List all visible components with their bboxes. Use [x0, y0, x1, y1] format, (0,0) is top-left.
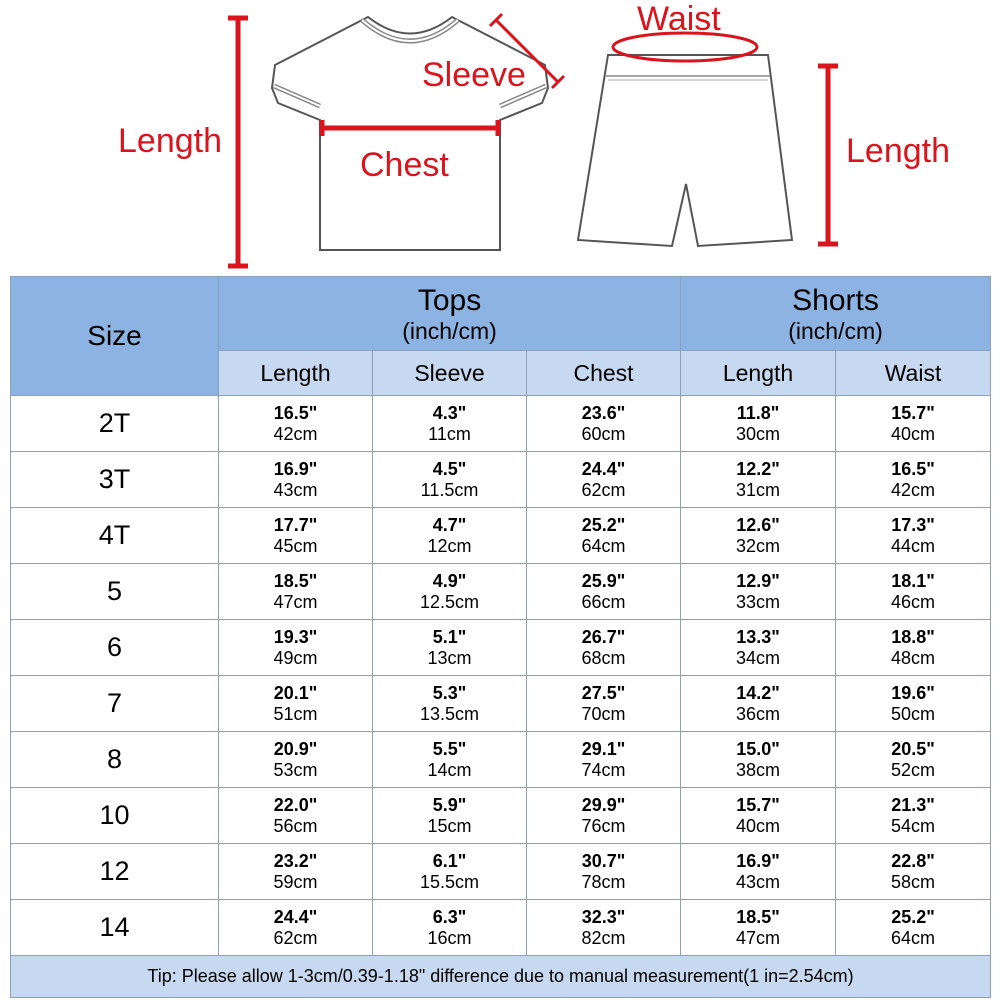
cm-value: 46cm [891, 591, 936, 612]
tops-chest-cell [527, 788, 681, 844]
inch-value: 18.5" [273, 570, 318, 591]
cm-value: 31cm [736, 479, 781, 500]
size-header: Size [11, 277, 219, 396]
size-cell: 10 [11, 788, 219, 844]
cm-value: 70cm [581, 703, 626, 724]
shorts-waist-cell [836, 396, 991, 452]
tops-length-cell [219, 676, 373, 732]
table-row [11, 508, 991, 564]
shorts-waist-cell [836, 788, 991, 844]
inch-value: 4.7" [432, 514, 467, 535]
tops-chest-cell [527, 508, 681, 564]
inch-value: 15.7" [891, 402, 935, 423]
inch-value: 25.2" [581, 514, 626, 535]
shorts-waist-cell [836, 732, 991, 788]
cm-value: 33cm [736, 591, 781, 612]
tops-length-cell [219, 508, 373, 564]
tops-chest-cell [527, 676, 681, 732]
inch-value: 12.2" [736, 458, 780, 479]
tops-sleeve-cell [373, 396, 527, 452]
tops-length-cell [219, 788, 373, 844]
cm-value: 16cm [427, 927, 472, 948]
measurement-tip: Tip: Please allow 1-3cm/0.39-1.18" difference due to manual measurement(1 in=2.54cm) [11, 956, 991, 998]
cm-value: 36cm [736, 703, 781, 724]
inch-value: 6.3" [432, 906, 467, 927]
size-cell: 8 [11, 732, 219, 788]
shorts-length-cell [681, 900, 836, 956]
tops-chest-label: Chest [360, 146, 449, 184]
cm-value: 11.5cm [420, 479, 479, 500]
inch-value: 17.3" [891, 514, 935, 535]
tops-chest-cell [527, 620, 681, 676]
cm-value: 40cm [891, 423, 936, 444]
cm-value: 12.5cm [419, 591, 480, 612]
cm-value: 78cm [581, 871, 626, 892]
column-header-tops-length: Length [219, 351, 373, 396]
shorts-length-label: Length [846, 132, 950, 170]
shorts-waist-cell [836, 620, 991, 676]
shorts-waist-cell [836, 676, 991, 732]
size-cell: 3T [11, 452, 219, 508]
cm-value: 34cm [736, 647, 781, 668]
tops-length-cell [219, 564, 373, 620]
size-cell: 12 [11, 844, 219, 900]
table-row [11, 564, 991, 620]
inch-value: 20.5" [891, 738, 935, 759]
shorts-waist-cell [836, 508, 991, 564]
inch-value: 29.1" [581, 738, 626, 759]
column-header-tops-sleeve: Sleeve [373, 351, 527, 396]
shorts-waist-cell [836, 900, 991, 956]
cm-value: 15cm [427, 815, 472, 836]
tops-sleeve-cell [373, 788, 527, 844]
inch-value: 32.3" [581, 906, 626, 927]
inch-value: 4.5" [432, 458, 467, 479]
inch-value: 11.8" [736, 402, 780, 423]
tops-sleeve-cell [373, 620, 527, 676]
table-row [11, 732, 991, 788]
tops-chest-cell [527, 732, 681, 788]
tops-length-label: Length [118, 122, 222, 160]
inch-value: 6.1" [432, 850, 467, 871]
size-cell: 4T [11, 508, 219, 564]
tops-sleeve-cell [373, 732, 527, 788]
tops-sleeve-cell [373, 676, 527, 732]
shorts-length-cell [681, 452, 836, 508]
inch-value: 5.3" [432, 682, 467, 703]
tops-length-cell [219, 732, 373, 788]
column-header-tops-chest: Chest [527, 351, 681, 396]
inch-value: 18.5" [736, 906, 780, 927]
size-cell: 6 [11, 620, 219, 676]
measurement-diagram [0, 0, 1000, 275]
inch-value: 19.3" [273, 626, 318, 647]
size-chart-table [10, 276, 991, 998]
tops-length-cell [219, 396, 373, 452]
tops-sleeve-cell [373, 900, 527, 956]
cm-value: 47cm [273, 591, 318, 612]
inch-value: 18.8" [891, 626, 935, 647]
cm-value: 58cm [891, 871, 936, 892]
cm-value: 68cm [581, 647, 626, 668]
shorts-group-title: Shorts [792, 283, 879, 317]
size-cell: 2T [11, 396, 219, 452]
cm-value: 82cm [581, 927, 626, 948]
cm-value: 44cm [891, 535, 936, 556]
tops-chest-cell [527, 564, 681, 620]
inch-value: 5.5" [432, 738, 467, 759]
tops-chest-cell [527, 452, 681, 508]
size-cell: 14 [11, 900, 219, 956]
size-cell: 7 [11, 676, 219, 732]
shorts-length-cell [681, 788, 836, 844]
cm-value: 53cm [273, 759, 318, 780]
inch-value: 21.3" [891, 794, 935, 815]
inch-value: 29.9" [581, 794, 626, 815]
shorts-length-cell [681, 844, 836, 900]
cm-value: 52cm [891, 759, 936, 780]
shorts-group-unit: (inch/cm) [788, 317, 883, 344]
tops-length-cell [219, 620, 373, 676]
column-header-shorts-length: Length [681, 351, 836, 396]
shorts-length-marker [818, 66, 838, 244]
tops-length-cell [219, 844, 373, 900]
inch-value: 18.1" [891, 570, 935, 591]
inch-value: 14.2" [736, 682, 780, 703]
inch-value: 16.9" [736, 850, 780, 871]
tops-group-title: Tops [417, 283, 482, 317]
inch-value: 19.6" [891, 682, 935, 703]
tops-group-unit: (inch/cm) [402, 317, 497, 344]
column-header-shorts-waist: Waist [836, 351, 991, 396]
table-row [11, 396, 991, 452]
shorts-length-cell [681, 396, 836, 452]
inch-value: 15.7" [736, 794, 780, 815]
inch-value: 12.6" [736, 514, 780, 535]
tops-sleeve-cell [373, 564, 527, 620]
inch-value: 17.7" [273, 514, 318, 535]
table-row [11, 676, 991, 732]
table-row [11, 900, 991, 956]
table-row [11, 452, 991, 508]
inch-value: 4.3" [432, 402, 467, 423]
cm-value: 14cm [427, 759, 472, 780]
cm-value: 64cm [581, 535, 626, 556]
tshirt-illustration [272, 17, 548, 250]
shorts-waist-cell [836, 564, 991, 620]
inch-value: 20.1" [273, 682, 318, 703]
shorts-length-cell [681, 676, 836, 732]
cm-value: 13.5cm [419, 703, 480, 724]
table-row [11, 620, 991, 676]
cm-value: 50cm [891, 703, 936, 724]
inch-value: 5.1" [432, 626, 467, 647]
cm-value: 48cm [891, 647, 936, 668]
shorts-length-cell [681, 564, 836, 620]
tops-length-marker [228, 18, 248, 266]
inch-value: 4.9" [432, 570, 467, 591]
inch-value: 16.5" [891, 458, 935, 479]
shorts-waist-cell [836, 844, 991, 900]
inch-value: 5.9" [432, 794, 467, 815]
shorts-illustration [578, 55, 792, 246]
inch-value: 23.6" [581, 402, 626, 423]
inch-value: 24.4" [273, 906, 318, 927]
cm-value: 76cm [581, 815, 626, 836]
cm-value: 60cm [581, 423, 626, 444]
cm-value: 12cm [427, 535, 472, 556]
size-table-body [11, 396, 991, 956]
inch-value: 22.8" [891, 850, 935, 871]
inch-value: 26.7" [581, 626, 626, 647]
inch-value: 24.4" [581, 458, 626, 479]
shorts-waist-label: Waist [637, 0, 721, 38]
cm-value: 47cm [736, 927, 781, 948]
shorts-length-cell [681, 508, 836, 564]
tops-sleeve-label: Sleeve [422, 56, 526, 94]
tops-sleeve-cell [373, 844, 527, 900]
cm-value: 13cm [427, 647, 472, 668]
cm-value: 43cm [736, 871, 781, 892]
cm-value: 32cm [736, 535, 781, 556]
inch-value: 16.5" [273, 402, 318, 423]
cm-value: 15.5cm [419, 871, 480, 892]
inch-value: 23.2" [273, 850, 318, 871]
cm-value: 51cm [273, 703, 318, 724]
cm-value: 66cm [581, 591, 626, 612]
inch-value: 27.5" [581, 682, 626, 703]
inch-value: 15.0" [736, 738, 780, 759]
shorts-group-header [681, 277, 991, 351]
inch-value: 22.0" [273, 794, 318, 815]
cm-value: 49cm [273, 647, 318, 668]
inch-value: 25.2" [891, 906, 935, 927]
cm-value: 40cm [736, 815, 781, 836]
tops-sleeve-cell [373, 452, 527, 508]
cm-value: 42cm [891, 479, 936, 500]
cm-value: 62cm [581, 479, 626, 500]
cm-value: 59cm [273, 871, 318, 892]
tops-length-cell [219, 452, 373, 508]
tops-chest-cell [527, 396, 681, 452]
cm-value: 62cm [273, 927, 318, 948]
cm-value: 30cm [736, 423, 781, 444]
tops-sleeve-cell [373, 508, 527, 564]
cm-value: 64cm [891, 927, 936, 948]
cm-value: 43cm [273, 479, 318, 500]
shorts-waist-cell [836, 452, 991, 508]
inch-value: 20.9" [273, 738, 318, 759]
cm-value: 38cm [736, 759, 781, 780]
inch-value: 12.9" [736, 570, 780, 591]
inch-value: 30.7" [581, 850, 626, 871]
cm-value: 45cm [273, 535, 318, 556]
shorts-length-cell [681, 732, 836, 788]
cm-value: 74cm [581, 759, 626, 780]
tops-group-header [219, 277, 681, 351]
table-row [11, 788, 991, 844]
cm-value: 11cm [428, 423, 471, 444]
cm-value: 56cm [273, 815, 318, 836]
tops-length-cell [219, 900, 373, 956]
cm-value: 54cm [891, 815, 936, 836]
tops-chest-cell [527, 844, 681, 900]
inch-value: 13.3" [736, 626, 780, 647]
size-cell: 5 [11, 564, 219, 620]
tops-chest-cell [527, 900, 681, 956]
shorts-length-cell [681, 620, 836, 676]
inch-value: 25.9" [581, 570, 626, 591]
table-row [11, 844, 991, 900]
inch-value: 16.9" [273, 458, 318, 479]
cm-value: 42cm [273, 423, 318, 444]
